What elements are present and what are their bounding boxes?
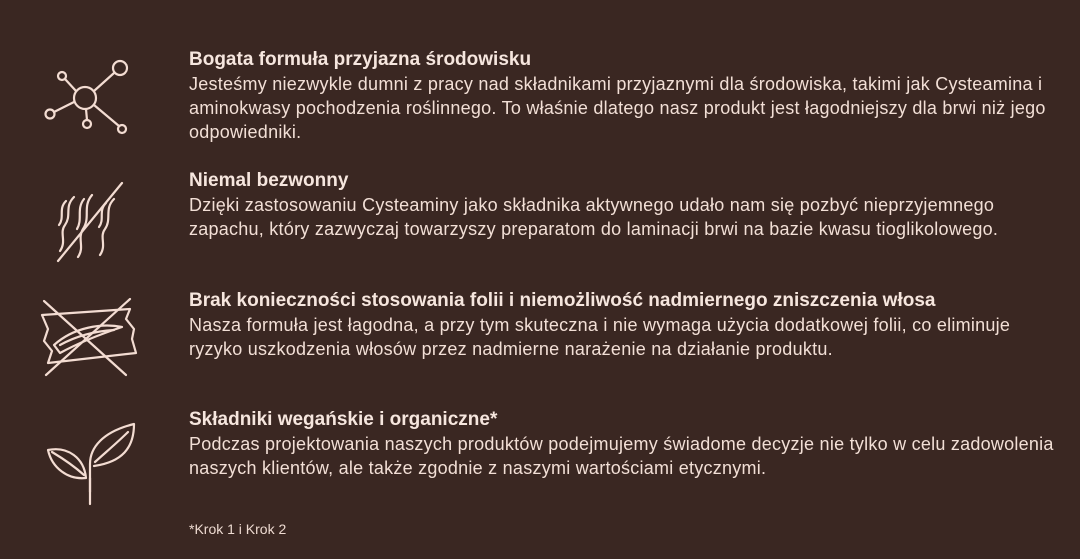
footnote: *Krok 1 i Krok 2 [189, 521, 287, 537]
feature-description: Dzięki zastosowaniu Cysteaminy jako składnika aktywnego udało nam się pozbyć nieprzyjemnego zapachu, który zazwyczaj towarzyszy preparatom do laminacji brwi na bazie kwasu tioglikolowego. [189, 195, 999, 239]
feature-description: Nasza formuła jest łagodna, a przy tym skuteczna i nie wymaga użycia dodatkowej folii, co eliminuje ryzyko uszkodzenia włosów przez nadmierne narażenie na działanie produktu. [189, 315, 1011, 359]
no-foil-icon [38, 293, 138, 383]
no-odor-icon [38, 177, 138, 267]
molecule-icon [38, 54, 138, 144]
feature-title: Składniki wegańskie i organiczne* [189, 409, 498, 430]
feature-description: Jesteśmy niezwykle dumni z pracy nad składnikami przyjaznymi dla środowiska, takimi jak Cysteamina i aminokwasy pochodzenia roślinnego. To właśnie dlatego nasz produkt jest łagodniejszy dla brwi niż jego odpowiedniki. [189, 74, 1046, 142]
feature-title: Bogata formuła przyjazna środowisku [189, 49, 532, 70]
leaf-icon [38, 418, 138, 508]
feature-title: Brak konieczności stosowania folii i niemożliwość nadmiernego zniszczenia włosa [189, 290, 936, 311]
feature-title: Niemal bezwonny [189, 170, 349, 191]
feature-description: Podczas projektowania naszych produktów podejmujemy świadome decyzje nie tylko w celu zadowolenia naszych klientów, ale także zgodnie z naszymi wartościami etycznymi. [189, 434, 1054, 478]
